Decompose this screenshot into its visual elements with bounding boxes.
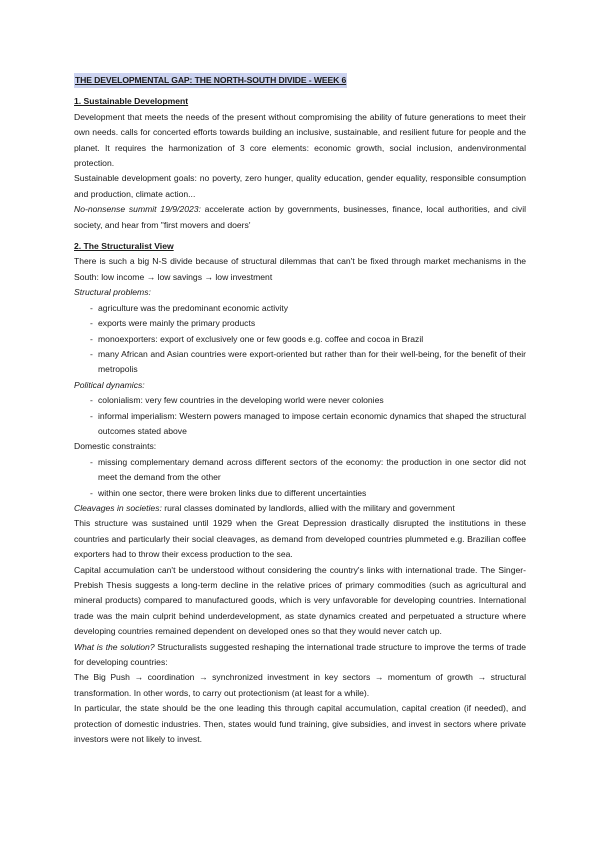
paragraph-ns-divide: There is such a big N-S divide because of structural dilemmas that can't be fixed through market mechanisms in the South: low income → low savings → low investment: [74, 256, 526, 282]
paragraph-definition: Development that meets the needs of the present without compromising the ability of future generations to meet their own needs. calls for concerted efforts towards building an inclusive, sustainable, and resilient future for people and the planet. It requires the harmonization of 3 core elements: economic growth, social inclusion, andenvironmental protection.: [74, 111, 526, 169]
political-dynamics-label: Political dynamics:: [74, 379, 145, 390]
paragraph-great-depression: This structure was sustained until 1929 when the Great Depression drastically disrupted the institutions in these countries and particularly their social cleavages, as demand from developed countries plummeted e.g. Brazilian coffee exporters had to throw their excess production to the sea.: [74, 518, 526, 560]
document-title: THE DEVELOPMENTAL GAP: THE NORTH-SOUTH DIVIDE - WEEK 6: [74, 73, 347, 88]
paragraph-big-push: The Big Push → coordination → synchronized investment in key sectors → momentum of growth → structural transformation. In other words, to carry out protectionism (at least for a while).: [74, 672, 526, 698]
section-heading-sustainable-development: 1. Sustainable Development: [74, 96, 189, 107]
list-item: - monoexporters: export of exclusively one or few goods e.g. coffee and cocoa in Brazil: [74, 332, 526, 347]
domestic-constraints-list: [74, 455, 526, 501]
paragraph-sdgs: Sustainable development goals: no poverty, zero hunger, quality education, gender equality, responsible consumption and production, climate action...: [74, 173, 526, 199]
list-item: - colonialism: very few countries in the developing world were never colonies: [74, 393, 526, 408]
list-item: - exports were mainly the primary products: [74, 316, 526, 331]
summit-text: accelerate action by governments, businesses, finance, local authorities, and civil society, and hear from "first movers and doers': [74, 204, 527, 230]
cleavages-label: Cleavages in societies:: [74, 502, 162, 513]
structural-problems-label: Structural problems:: [74, 287, 151, 298]
structural-problems-list: [74, 301, 526, 378]
list-item: - many African and Asian countries were export-oriented but rather than for their well-being, for the benefit of their metropolis: [74, 347, 526, 378]
section-heading-structuralist-view: 2. The Structuralist View: [74, 241, 174, 252]
cleavages-text: rural classes dominated by landlords, allied with the military and government: [161, 502, 455, 513]
paragraph-summit: [74, 202, 526, 233]
solution-text: Structuralists suggested reshaping the international trade structure to improve the terms of trade for developing countries:: [74, 641, 527, 668]
list-item: - informal imperialism: Western powers managed to impose certain economic dynamics that shaped the structural outcomes stated above: [74, 409, 526, 440]
paragraph-cleavages: [74, 501, 526, 516]
list-item: - within one sector, there were broken links due to different uncertainties: [74, 486, 526, 501]
political-dynamics-list: [74, 393, 526, 439]
solution-label: What is the solution?: [74, 641, 155, 652]
paragraph-capital-accumulation: Capital accumulation can't be understood without considering the country's links with international trade. The Singer-Prebish Thesis suggests a long-term decline in the relative prices of primary commodities (such as agricultural and mineral products) compared to manufactured goods, which is very unfavorable for developing countries. International trade was the main culprit behind underdevelopment, as state dynamics created and perpetuated a structure where developing countries remained dependent on developed ones so that they would never catch up.: [74, 564, 526, 637]
paragraph-solution: [74, 640, 526, 671]
list-item: - missing complementary demand across different sectors of the economy: the production in one sector did not meet the demand from the other: [74, 455, 526, 486]
list-item: - agriculture was the predominant economic activity: [74, 301, 526, 316]
summit-label: No-nonsense summit 19/9/2023:: [74, 204, 201, 215]
paragraph-state-role: In particular, the state should be the one leading this through capital accumulation, capital creation (if needed), and protection of domestic industries. Then, states would fund training, give subsidies, and invest in sectors where private investors were not likely to invest.: [74, 703, 526, 745]
document-body: [74, 73, 526, 747]
domestic-constraints-label: Domestic constraints:: [74, 441, 157, 452]
